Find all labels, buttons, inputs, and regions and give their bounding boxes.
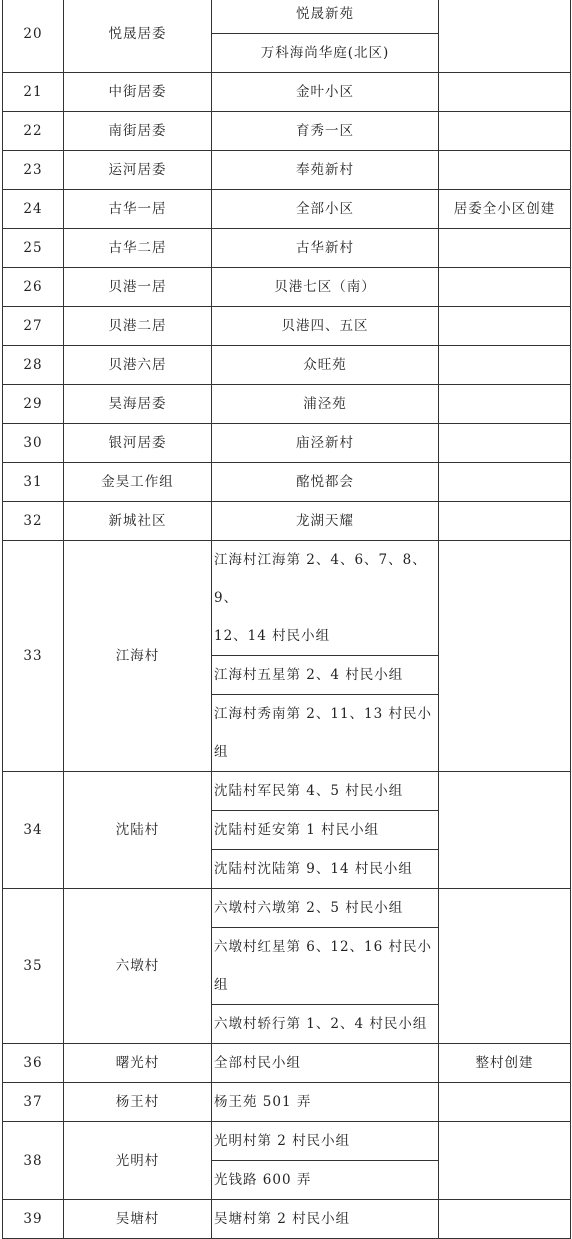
community-area: 光钱路 600 弄 (212, 1161, 439, 1200)
remark (439, 889, 571, 1044)
committee-name: 昊海居委 (64, 385, 212, 424)
row-number: 28 (3, 346, 64, 385)
community-area: 酩悦都会 (212, 463, 439, 502)
committee-name: 贝港一居 (64, 268, 212, 307)
row-number: 34 (3, 772, 64, 889)
community-area (212, 541, 439, 656)
community-area: 奉苑新村 (212, 151, 439, 190)
table-row (3, 151, 571, 190)
committee-name: 古华一居 (64, 190, 212, 229)
table-row (3, 190, 571, 229)
community-area: 沈陆村延安第 1 村民小组 (212, 811, 439, 850)
table-row (3, 1122, 571, 1161)
table-row (3, 1083, 571, 1122)
committee-name: 银河居委 (64, 424, 212, 463)
row-number: 31 (3, 463, 64, 502)
committee-name: 金昊工作组 (64, 463, 212, 502)
table-row (3, 541, 571, 656)
row-number: 38 (3, 1122, 64, 1200)
area-line: 组 (214, 744, 229, 760)
row-number: 24 (3, 190, 64, 229)
community-area: 龙湖天耀 (212, 502, 439, 541)
remark (439, 424, 571, 463)
remark (439, 385, 571, 424)
committee-name: 吴塘村 (64, 1200, 212, 1239)
table-row (3, 0, 571, 34)
remark (439, 463, 571, 502)
table-row (3, 385, 571, 424)
table-row (3, 424, 571, 463)
community-area: 六墩村轿行第 1、2、4 村民小组 (212, 1005, 439, 1044)
remark (439, 1122, 571, 1200)
table-row (3, 307, 571, 346)
remark (439, 346, 571, 385)
table-row (3, 112, 571, 151)
area-line: 江海村秀南第 2、11、13 村民小 (214, 706, 433, 722)
community-area: 全部小区 (212, 190, 439, 229)
remark (439, 151, 571, 190)
committee-name: 光明村 (64, 1122, 212, 1200)
row-number: 33 (3, 541, 64, 772)
committee-name: 贝港二居 (64, 307, 212, 346)
remark (439, 307, 571, 346)
remark (439, 0, 571, 73)
community-area: 六墩村六墩第 2、5 村民小组 (212, 889, 439, 928)
committee-name: 江海村 (64, 541, 212, 772)
community-area: 杨王苑 501 弄 (212, 1083, 439, 1122)
committee-name: 贝港六居 (64, 346, 212, 385)
row-number: 26 (3, 268, 64, 307)
committee-name: 古华二居 (64, 229, 212, 268)
community-area: 吴塘村第 2 村民小组 (212, 1200, 439, 1239)
remark: 居委全小区创建 (439, 190, 571, 229)
community-area (212, 695, 439, 772)
community-area: 育秀一区 (212, 112, 439, 151)
row-number: 20 (3, 0, 64, 73)
committee-name: 悦晟居委 (64, 0, 212, 73)
area-line: 组 (214, 977, 229, 993)
remark (439, 502, 571, 541)
remark: 整村创建 (439, 1044, 571, 1083)
community-area (212, 928, 439, 1005)
remark (439, 229, 571, 268)
community-area: 沈陆村军民第 4、5 村民小组 (212, 772, 439, 811)
committee-name: 杨王村 (64, 1083, 212, 1122)
committee-name: 曙光村 (64, 1044, 212, 1083)
committee-name: 沈陆村 (64, 772, 212, 889)
row-number: 32 (3, 502, 64, 541)
table-row (3, 889, 571, 928)
remark (439, 1083, 571, 1122)
remark (439, 1200, 571, 1239)
committee-name: 新城社区 (64, 502, 212, 541)
table-row (3, 346, 571, 385)
community-area: 庙泾新村 (212, 424, 439, 463)
row-number: 36 (3, 1044, 64, 1083)
table-row (3, 463, 571, 502)
remark (439, 112, 571, 151)
area-line: 六墩村红星第 6、12、16 村民小 (214, 939, 433, 955)
community-area: 万科海尚华庭(北区) (212, 34, 439, 73)
row-number: 29 (3, 385, 64, 424)
committee-name: 南街居委 (64, 112, 212, 151)
community-area: 沈陆村沈陆第 9、14 村民小组 (212, 850, 439, 889)
row-number: 37 (3, 1083, 64, 1122)
community-area: 贝港四、五区 (212, 307, 439, 346)
row-number: 25 (3, 229, 64, 268)
row-number: 21 (3, 73, 64, 112)
community-table (2, 0, 571, 1239)
committee-name: 运河居委 (64, 151, 212, 190)
community-area: 浦泾苑 (212, 385, 439, 424)
community-area: 悦晟新苑 (212, 0, 439, 34)
row-number: 23 (3, 151, 64, 190)
committee-name: 中街居委 (64, 73, 212, 112)
community-area: 众旺苑 (212, 346, 439, 385)
community-area: 金叶小区 (212, 73, 439, 112)
row-number: 22 (3, 112, 64, 151)
table-row (3, 772, 571, 811)
table-row (3, 1200, 571, 1239)
community-area: 贝港七区（南） (212, 268, 439, 307)
area-line: 12、14 村民小组 (214, 628, 331, 644)
table-row (3, 229, 571, 268)
area-line: 江海村江海第 2、4、6、7、8、9、 (214, 552, 427, 606)
row-number: 35 (3, 889, 64, 1044)
table-row (3, 1044, 571, 1083)
remark (439, 541, 571, 772)
committee-name: 六墩村 (64, 889, 212, 1044)
community-area: 光明村第 2 村民小组 (212, 1122, 439, 1161)
row-number: 30 (3, 424, 64, 463)
table-row (3, 73, 571, 112)
remark (439, 73, 571, 112)
community-area: 江海村五星第 2、4 村民小组 (212, 656, 439, 695)
row-number: 27 (3, 307, 64, 346)
table-row (3, 268, 571, 307)
row-number: 39 (3, 1200, 64, 1239)
table-row (3, 502, 571, 541)
community-area: 古华新村 (212, 229, 439, 268)
remark (439, 268, 571, 307)
community-area: 全部村民小组 (212, 1044, 439, 1083)
remark (439, 772, 571, 889)
